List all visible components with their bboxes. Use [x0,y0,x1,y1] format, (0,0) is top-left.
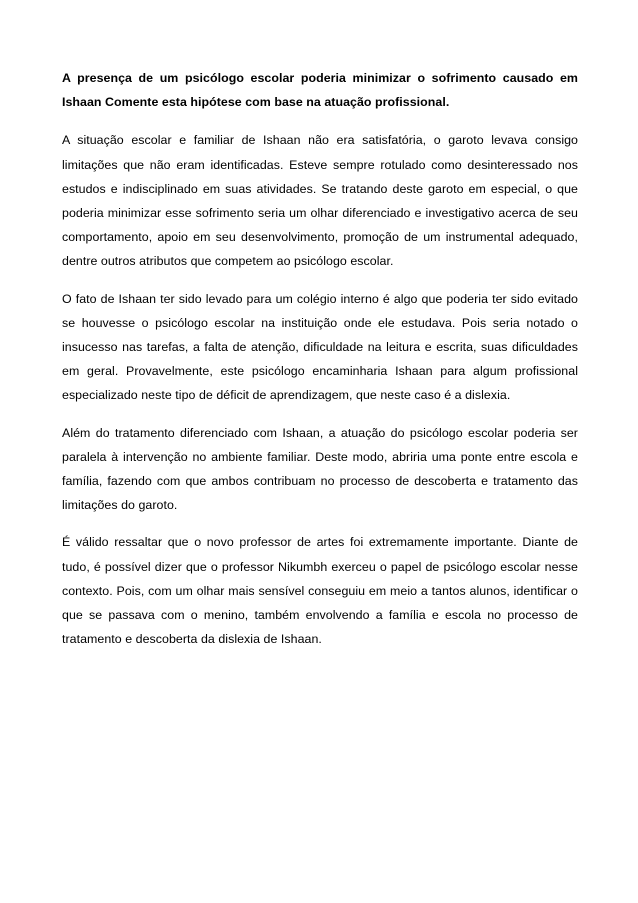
paragraph-professor-artes: É válido ressaltar que o novo professor de artes foi extremamente importante. Diante de tudo, é possível dizer que o professor Nikumbh exerceu o papel de psicólogo escolar nesse contexto. Pois, com um olhar mais sensível conseguiu em meio a tantos alunos, identificar o que se passava com o menino, também envolvendo a família e escola no processo de tratamento e descoberta da dislexia de Ishaan. [62,535,578,647]
paragraph-ambiente-familiar: Além do tratamento diferenciado com Ishaan, a atuação do psicólogo escolar poderia ser paralela à intervenção no ambiente familiar. Deste modo, abriria uma ponte entre escola e família, fazendo com que ambos contribuam no processo de descoberta e tratamento das limitações do garoto. [62,425,578,513]
document-heading: A presença de um psicólogo escolar poderia minimizar o sofrimento causado em Ishaan Comente esta hipótese com base na atuação profissional. [62,71,578,110]
document-page [62,66,578,664]
paragraph-colegio-interno: O fato de Ishaan ter sido levado para um colégio interno é algo que poderia ter sido evitado se houvesse o psicólogo escolar na instituição onde ele estudava. Pois seria notado o insucesso nas tarefas, a falta de atenção, dificuldade na leitura e escrita, suas dificuldades em geral. Provavelmente, este psicólogo encaminharia Ishaan para algum profissional especializado neste tipo de déficit de aprendizagem, que neste caso é a dislexia. [62,291,578,403]
paragraph-situacao-escolar: A situação escolar e familiar de Ishaan não era satisfatória, o garoto levava consigo limitações que não eram identificadas. Esteve sempre rotulado como desinteressado nos estudos e indisciplinado em suas atividades. Se tratando deste garoto em especial, o que poderia minimizar esse sofrimento seria um olhar diferenciado e investigativo acerca de seu comportamento, apoio em seu desenvolvimento, promoção de um instrumental adequado, dentre outros atributos que competem ao psicólogo escolar. [62,133,578,269]
